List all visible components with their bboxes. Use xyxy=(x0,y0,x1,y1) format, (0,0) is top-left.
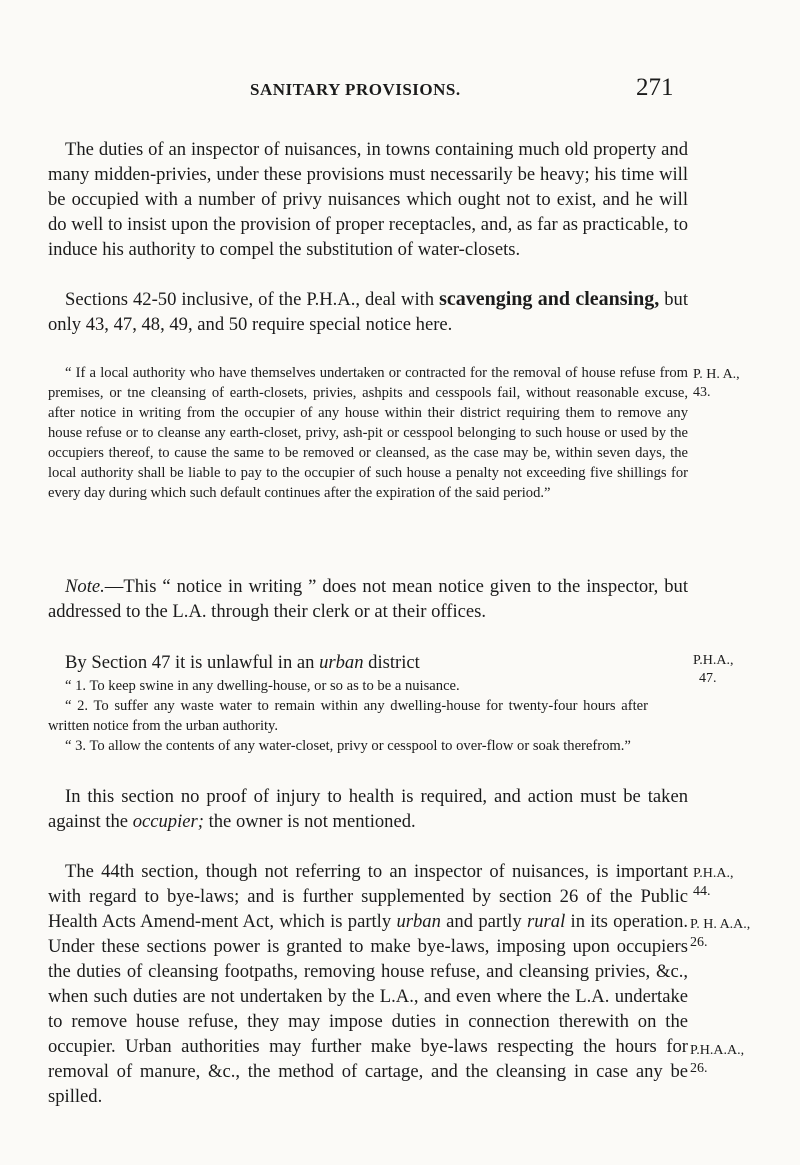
running-head xyxy=(0,74,800,108)
margin-note-phaa-26a: P. H. A.A., 26. xyxy=(690,917,751,950)
emphasis-scavenging: scavenging and cleansing, xyxy=(439,288,660,310)
margin-note-pha-47: P.H.A., 47. xyxy=(693,653,734,686)
running-title: SANITARY PROVISIONS. xyxy=(250,80,461,99)
section-47-list xyxy=(48,676,648,756)
paragraph-duties: The duties of an inspector of nuisances, in towns containing much old property and many midden-privies, under these provisions must necessarily be heavy; his time will be occupied with a number of privy nuisances which ought not to exist, and he will do well to insist upon the provision of proper receptacles, and, as far as practicable, to induce his authority to compel the substitution of water-closets. xyxy=(48,139,688,260)
note-paragraph: Note.—This “ notice in writing ” does not mean notice given to the inspector, but addressed to the L.A. through their clerk or at their offices. xyxy=(48,576,688,622)
note-label: Note. xyxy=(65,576,105,597)
margin-note-phaa-26b: P.H.A.A., 26. xyxy=(690,1043,745,1076)
quote-section-43: “ If a local authority who have themselves undertaken or contracted for the removal of house refuse from premises, or tne cleansing of earth-closets, privies, ashpits and cesspools fail, without reasonable excuse, after notice in writing from the occupier of any house within their district requiring them to remove any house refuse or to cleanse any earth-closet, privy, ash-pit or cesspool belonging to such house or used by the occupiers thereof, to cause the same to be removed or cleansed, as the case may be, within seven days, the local authority shall be liable to pay to the occupier of such house a penalty not exceeding five shillings for every day during which such default continues after the expiration of the said period.” xyxy=(48,365,688,501)
list-item: “ 3. To allow the contents of any water-closet, privy or cesspool to over-flow or soak therefrom.” xyxy=(65,738,631,754)
margin-note-pha-44: P.H.A., 44. xyxy=(693,866,734,899)
margin-note-pha-43: P. H. A., 43. xyxy=(693,367,740,400)
paragraph-section-47: By Section 47 it is unlawful in an urban district xyxy=(65,652,420,673)
paragraph-sections-42-50: Sections 42-50 inclusive, of the P.H.A., deal with scavenging and cleansing, but only 43, 47, 48, 49, and 50 require special notice here. xyxy=(48,288,688,335)
list-item: “ 1. To keep swine in any dwelling-house, or so as to be a nuisance. xyxy=(65,678,460,694)
list-item: “ 2. To suffer any waste water to remain within any dwelling-house for twenty-four hours after written notice from the urban authority. xyxy=(48,698,648,734)
page-number: 271 xyxy=(636,74,674,101)
paragraph-no-proof: In this section no proof of injury to health is required, and action must be taken against the occupier; the owner is not mentioned. xyxy=(48,786,688,832)
paragraph-section-44: The 44th section, though not referring to an inspector of nuisances, is important with regard to bye-laws; and is further supplemented by section 26 of the Public Health Acts Amend-ment Act, which is partly urban and partly rural in its operation. Under these sections power is granted to make bye-laws, imposing upon occupiers the duties of cleansing footpaths, removing house refuse, and cleansing privies, &c., when such duties are not undertaken by the L.A., and even where the L.A. undertake to remove house refuse, they may impose duties in connection therewith on the occupier. Urban authorities may further make bye-laws respecting the hours for removal of manure, &c., the method of cartage, and the cleansing in case any be spilled. xyxy=(48,861,689,1107)
